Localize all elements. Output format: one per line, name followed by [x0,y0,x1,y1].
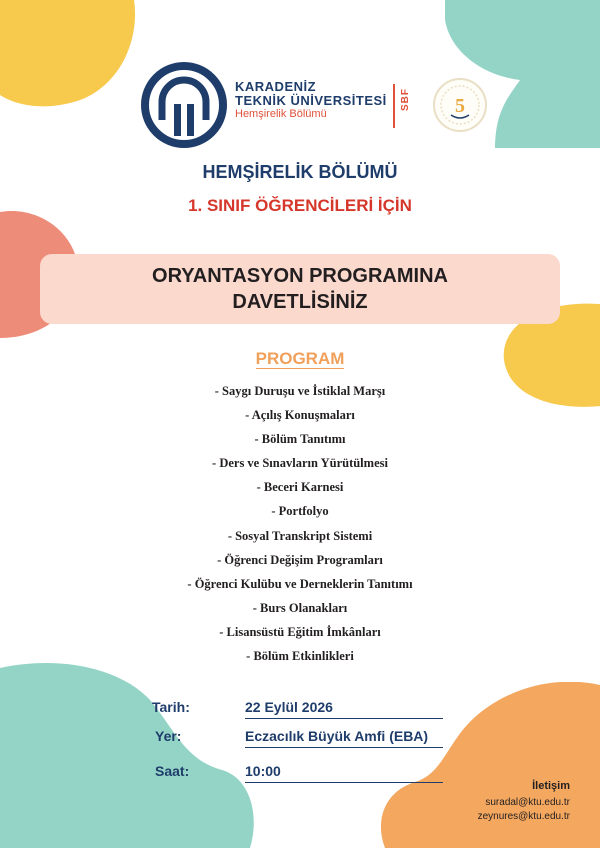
program-heading [0,349,600,369]
program-item: - Lisansüstü Eğitim İmkânları [219,624,381,639]
date-label: Tarih: [152,699,190,715]
contact-email[interactable]: zeynures@ktu.edu.tr [477,811,570,822]
university-name [235,80,387,121]
audience-title: 1. SINIF ÖĞRENCİLERİ İÇİN [188,196,412,215]
program-item: - Öğrenci Kulübu ve Derneklerin Tanıtımı [187,576,413,591]
ktu-logo-icon [141,62,227,148]
university-line-2: TEKNİK ÜNİVERSİTESİ [235,92,387,108]
program-list [0,379,600,668]
program-item: - Portfolyo [271,504,329,519]
decorative-blob-top-left [0,0,140,110]
program-item: - Açılış Konuşmaları [245,408,355,423]
program-item: - Saygı Duruşu ve İstiklal Marşı [214,384,386,398]
program-item: - Bölüm Tanıtımı [254,432,346,447]
program-item: - Öğrenci Değişim Programları [217,552,383,567]
date-value: 22 Eylül 2026 [245,699,443,719]
banner-line-1: ORYANTASYON PROGRAMINA [152,265,448,287]
place-value: Eczacılık Büyük Amfi (EBA) [245,728,443,748]
program-item: - Sosyal Transkript Sistemi [227,528,373,543]
time-label: Saat: [155,763,190,779]
header-divider [393,84,395,128]
program-heading-text: PROGRAM [255,349,345,368]
anniversary-badge-icon [433,78,487,132]
program-item: - Ders ve Sınavların Yürütülmesi [212,456,388,471]
university-line-1: KARADENİZ [235,79,317,94]
department-title: HEMŞİRELİK BÖLÜMÜ [202,162,398,182]
department-small-label: Hemşirelik Bölümü [235,108,327,121]
program-item: - Beceri Karnesi [256,480,344,495]
invitation-banner [40,254,560,324]
badge-number: 5 [455,95,465,117]
decorative-blob-bottom-left [0,660,260,848]
faculty-abbr: SBF [400,88,411,111]
contact-title: İletişim [532,780,570,792]
program-item: - Bölüm Etkinlikleri [246,649,354,664]
program-item: - Burs Olanakları [252,600,348,615]
contact-email[interactable]: suradal@ktu.edu.tr [485,797,570,808]
banner-line-2: DAVETLİSİNİZ [232,291,368,313]
time-value: 10:00 [245,763,443,783]
place-label: Yer: [155,728,182,744]
